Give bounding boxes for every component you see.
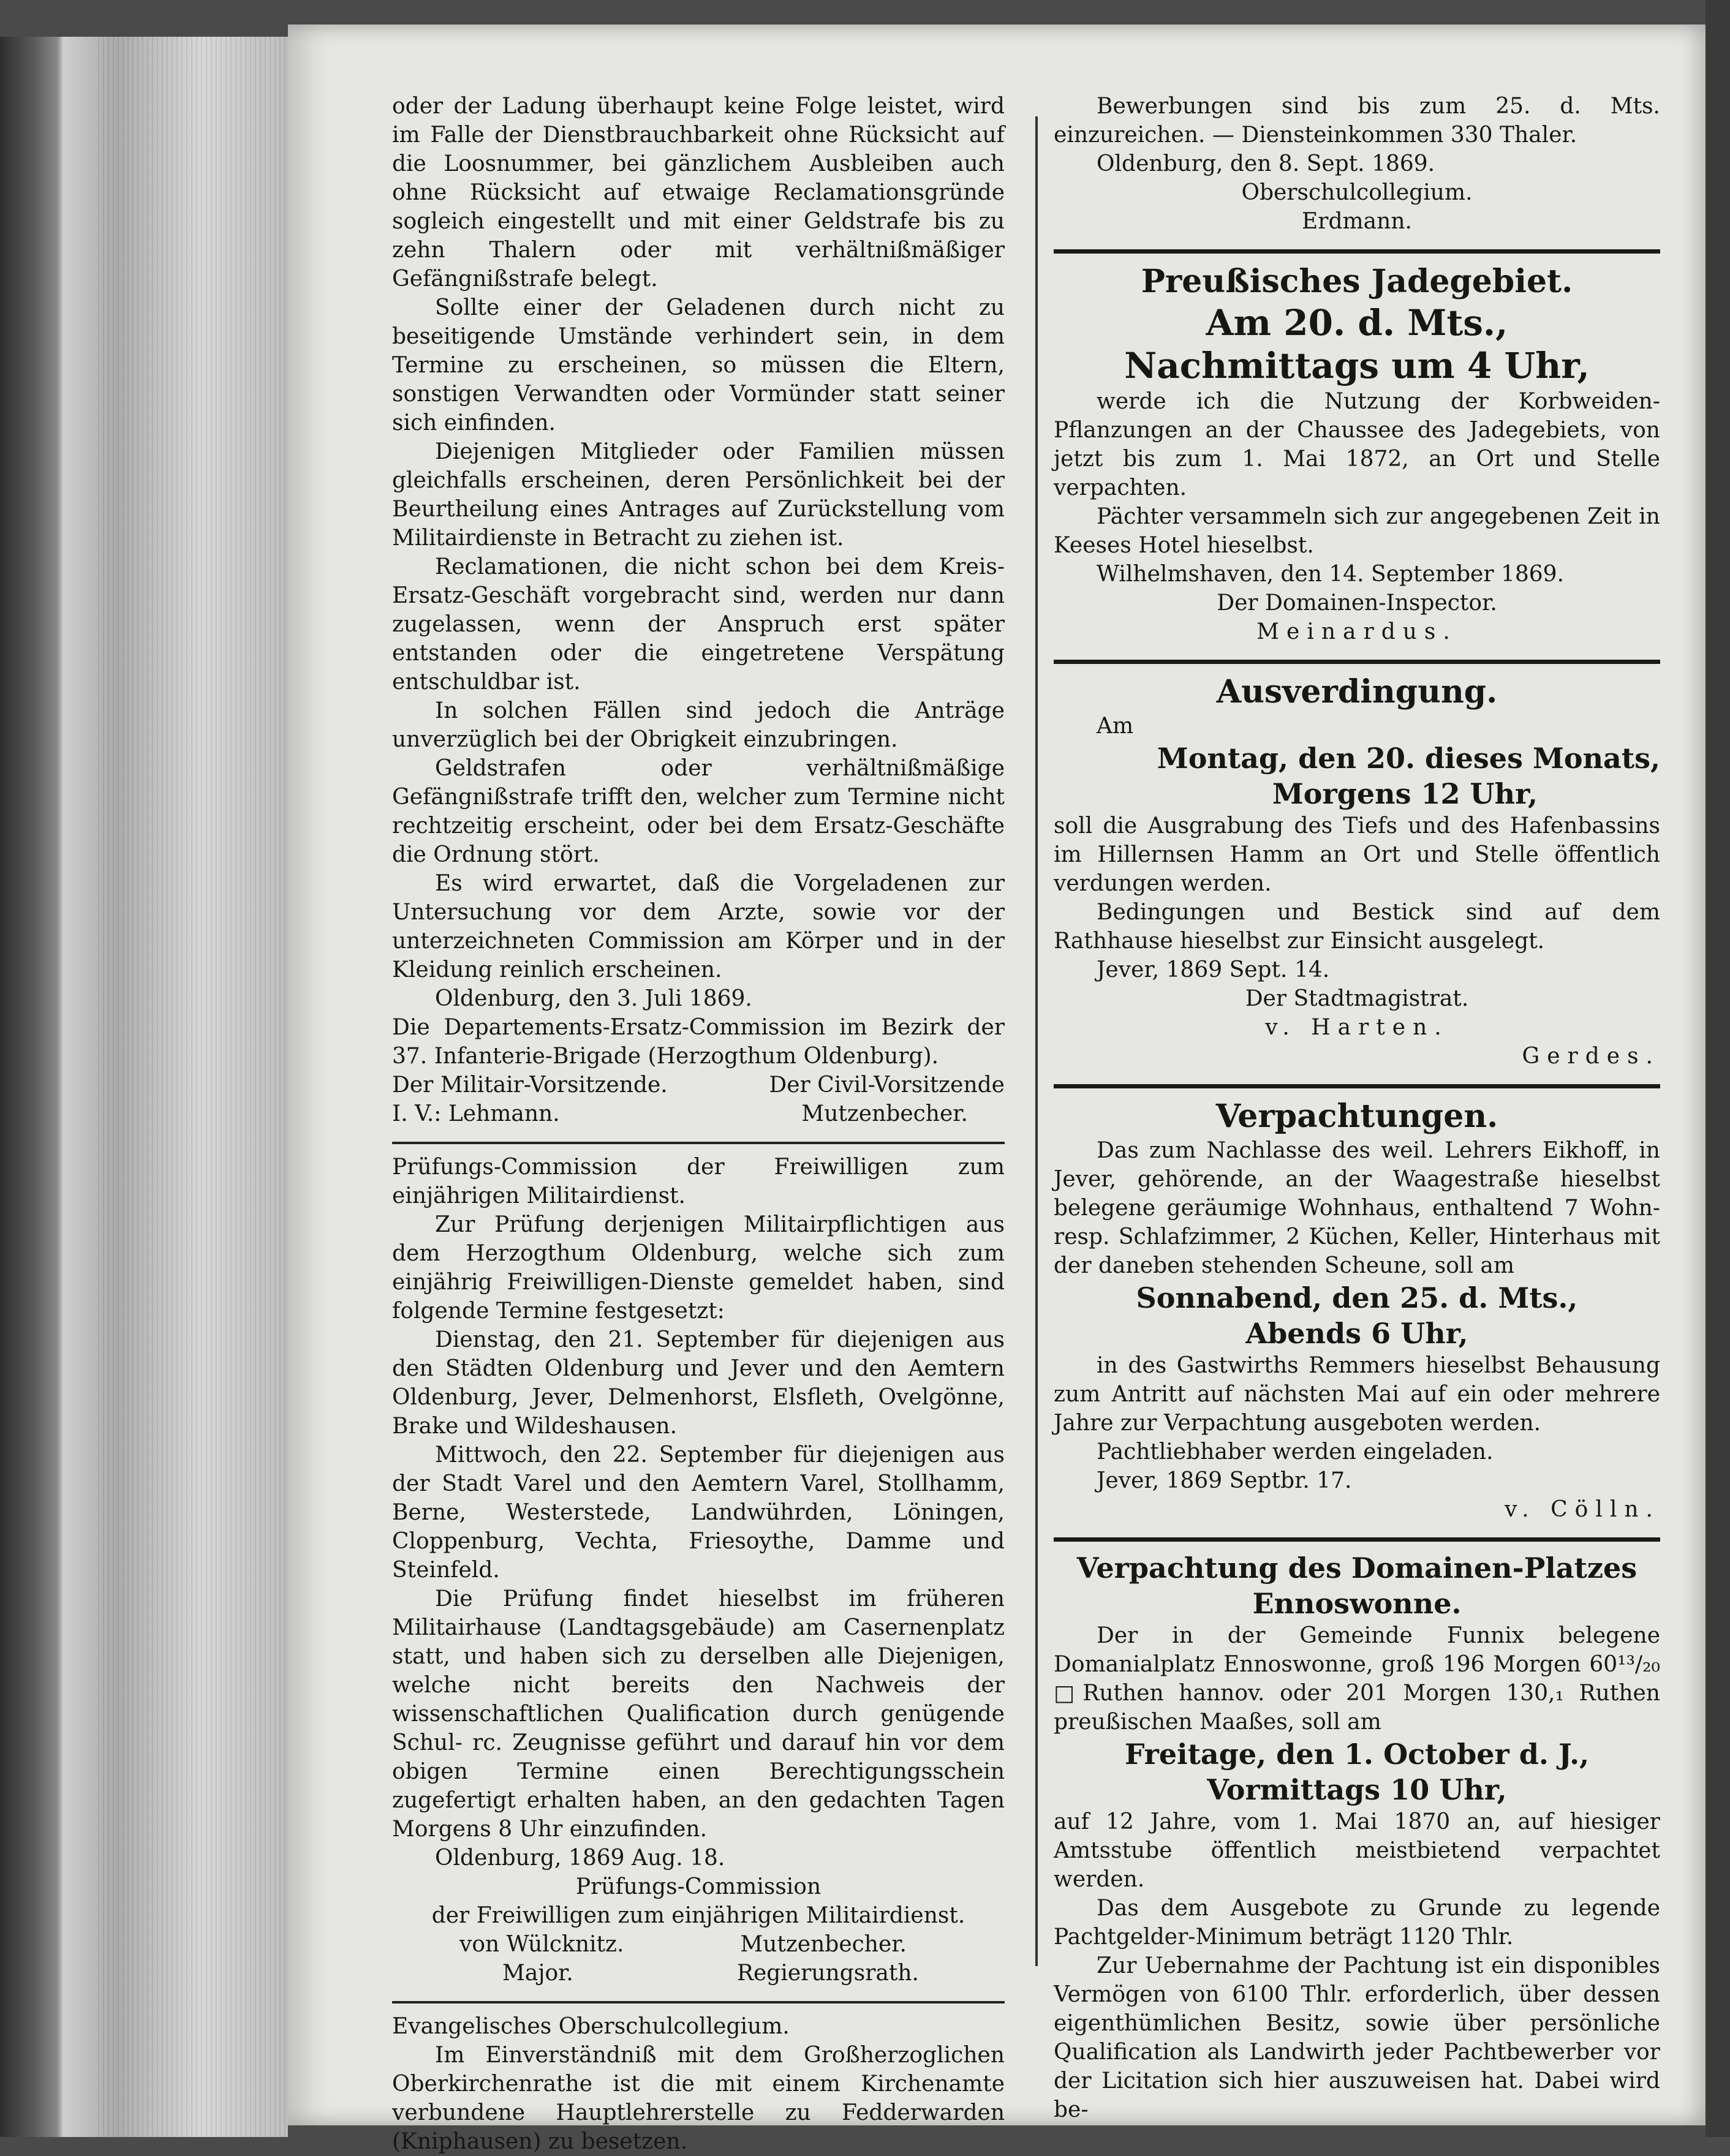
- date-line: Oldenburg, den 8. Sept. 1869.: [1097, 151, 1435, 176]
- book-page-edges: [0, 37, 288, 2137]
- paragraph: Geldstrafen oder verhältnißmäßige Gefängnißstrafe trifft den, welcher zum Termine nicht rechtzeitig erscheint, oder bei dem Ersatz-Geschäfte die Ordnung stört.: [392, 756, 1005, 867]
- paragraph: Zur Prüfung derjenigen Militairpflichtigen aus dem Herzogthum Oldenburg, welche sich zum einjährig Freiwilligen-Dienste gemeldet haben, sind folgende Termine festgesetzt:: [392, 1212, 1005, 1324]
- date-line: Jever, 1869 Sept. 14.: [1097, 957, 1330, 982]
- ad-subline: Am: [1097, 714, 1134, 739]
- paragraph: Dienstag, den 21. September für diejenigen aus den Städten Oldenburg und Jever und den Aemtern Oldenburg, Jever, Delmenhorst, Elsfleth, Ovelgönne, Brake und Wildeshausen.: [392, 1327, 1005, 1439]
- section-rule: [392, 2001, 1005, 2003]
- date-line: Oldenburg, 1869 Aug. 18.: [435, 1845, 725, 1871]
- scan-border: [1705, 0, 1730, 2137]
- ad-headline: Preußisches Jadegebiet.: [1141, 263, 1573, 300]
- paragraph: Bedingungen und Bestick sind auf dem Rathhause hieselbst zur Einsicht ausgelegt.: [1054, 900, 1660, 954]
- signature-line: v. Harten.: [1265, 1015, 1449, 1040]
- ad-headline: Verpachtungen.: [1215, 1098, 1498, 1135]
- ad-headline: Montag, den 20. dieses Monats,: [1157, 742, 1660, 775]
- paragraph: Das zum Nachlasse des weil. Lehrers Eikhoff, in Jever, gehörende, an der Waagestraße hieselbst belegene geräumige Wohnhaus, enthaltend 7 Wohn- resp. Schlafzimmer, 2 Küchen, Keller, Hinterhaus mit der daneben stehenden Scheune, soll am: [1054, 1138, 1660, 1278]
- paragraph: werde ich die Nutzung der Korbweiden-Pflanzungen an der Chaussee des Jadegebiets, von jetzt bis zum 1. Mai 1872, an Ort und Stelle verpachten.: [1054, 389, 1660, 500]
- signature-row: [392, 1959, 1005, 1988]
- signature-line: Der Domainen-Inspector.: [1217, 590, 1497, 616]
- signature-line: Erdmann.: [1302, 209, 1412, 234]
- signature-right: Mutzenbecher.: [740, 1932, 907, 1957]
- section-rule: [1054, 1084, 1660, 1088]
- ad-headline: Sonnabend, den 25. d. Mts.,: [1136, 1281, 1578, 1314]
- paragraph: Bewerbungen sind bis zum 25. d. Mts. einzureichen. — Diensteinkommen 330 Thaler.: [1054, 94, 1660, 148]
- paragraph: Die Prüfung findet hieselbst im früheren Militairhause (Landtagsgebäude) am Casernenplatz statt, und haben sich zu derselben alle Diejenigen, welche nicht bereits den Nachweis der wissenschaftlichen Qualification durch genügende Schul- rc. Zeugnisse geführt und darauf hin vor dem obigen Termine einen Berechtigungsschein zugefertigt erhalten haben, an den gedachten Tagen Morgens 8 Uhr einzufinden.: [392, 1586, 1005, 1842]
- date-line: Oldenburg, den 3. Juli 1869.: [435, 986, 752, 1011]
- paragraph: In solchen Fällen sind jedoch die Anträge unverzüglich bei der Obrigkeit einzubringen.: [392, 698, 1005, 752]
- paragraph: Diejenigen Mitglieder oder Familien müssen gleichfalls erscheinen, deren Persönlichkeit bei der Beurtheilung eines Antrages auf Zurückstellung vom Militairdienste in Betracht zu ziehen ist.: [392, 439, 1005, 551]
- paragraph: Reclamationen, die nicht schon bei dem Kreis-Ersatz-Geschäft vorgebracht sind, werden nur dann zugelassen, wenn der Anspruch erst später entstanden oder die eingetretene Verspätung entschuldbar ist.: [392, 554, 1005, 695]
- section-rule: [1054, 249, 1660, 254]
- paragraph: Sollte einer der Geladenen durch nicht zu beseitigende Umstände verhindert sein, in dem Termine zu erscheinen, so müssen die Eltern, sonstigen Verwandten oder Vormünder statt seiner sich einfinden.: [392, 295, 1005, 435]
- paragraph: auf 12 Jahre, vom 1. Mai 1870 an, auf hiesiger Amtsstube öffentlich meistbietend verpachtet werden.: [1054, 1809, 1660, 1892]
- paragraph: Das dem Ausgebote zu Grunde zu legende Pachtgelder-Minimum beträgt 1120 Thlr.: [1054, 1896, 1660, 1950]
- signature-line: Prüfungs-Commission: [575, 1874, 822, 1899]
- paragraph: Der in der Gemeinde Funnix belegene Domanialplatz Ennoswonne, groß 196 Morgen 60¹³/₂₀ □Ruthen hannov. oder 201 Morgen 130,₁ Ruthen preußischen Maaßes, soll am: [1054, 1623, 1660, 1735]
- signature-line: v. Cölln.: [1505, 1497, 1660, 1522]
- paragraph: Pächter versammeln sich zur angegebenen Zeit in Keeses Hotel hieselbst.: [1054, 504, 1660, 558]
- ad-headline: Am 20. d. Mts.,: [1206, 302, 1508, 344]
- ad-headline: Vormittags 10 Uhr,: [1207, 1773, 1507, 1806]
- notice-heading: Evangelisches Oberschulcollegium.: [392, 2014, 790, 2039]
- signature-left: Der Militair-Vorsitzende.: [392, 1072, 668, 1098]
- paragraph: soll die Ausgrabung des Tiefs und des Hafenbassins im Hillernsen Hamm an Ort und Stelle öffentlich verdungen werden.: [1054, 813, 1660, 896]
- signature-line: Der Stadtmagistrat.: [1245, 986, 1469, 1011]
- signature-line: Gerdes.: [1522, 1044, 1660, 1069]
- paragraph: Im Einverständniß mit dem Großherzoglichen Oberkirchenrathe ist die mit einem Kirchenamte verbundene Hauptlehrerstelle zu Fedderwarden (Kniphausen) zu besetzen.: [392, 2043, 1005, 2154]
- signature-right: Mutzenbecher.: [801, 1101, 968, 1126]
- ad-headline: Ausverdingung.: [1216, 673, 1498, 710]
- date-line: Wilhelmshaven, den 14. September 1869.: [1097, 562, 1565, 587]
- signature-line: Oberschulcollegium.: [1241, 180, 1473, 205]
- signature-right: Regierungsrath.: [736, 1961, 919, 1986]
- paragraph: Mittwoch, den 22. September für diejenigen aus der Stadt Varel und den Aemtern Varel, Stollhamm, Berne, Westerstede, Landwührden, Löningen, Cloppenburg, Vechta, Friesoythe, Damme und Steinfeld.: [392, 1442, 1005, 1583]
- paragraph: Zur Uebernahme der Pachtung ist ein disponibles Vermögen von 6100 Thlr. erforderlich, über dessen eigenthümlichen Besitz, sowie über persönliche Qualification als Landwirth jeder Pachtbewerber vor der Licitation sich hier auszuweisen hat. Dabei wird be-: [1054, 1953, 1660, 2122]
- ad-headline: Abends 6 Uhr,: [1245, 1317, 1468, 1350]
- section-rule: [1054, 1537, 1660, 1542]
- ad-headline: Freitage, den 1. October d. J.,: [1124, 1738, 1590, 1771]
- signature-row: [392, 1071, 1005, 1099]
- column-divider: [1035, 116, 1038, 1966]
- section-rule: [1054, 660, 1660, 664]
- notice-heading: Prüfungs-Commission der Freiwilligen zum einjährigen Militairdienst.: [392, 1155, 1005, 1208]
- section-rule: [392, 1142, 1005, 1144]
- left-column: [392, 92, 1005, 2156]
- signature-row: [392, 1930, 1005, 1959]
- signature-line: der Freiwilligen zum einjährigen Militairdienst.: [431, 1903, 965, 1928]
- paragraph: oder der Ladung überhaupt keine Folge leistet, wird im Falle der Dienstbrauchbarkeit ohne Rücksicht auf die Loosnummer, bei gänzlichem Ausbleiben auch ohne Rücksicht auf etwaige Reclamationsgründe sogleich eingestellt und mit einer Geldstrafe bis zu zehn Thalern oder mit verhältnißmäßiger Gefängnißstrafe belegt.: [392, 94, 1005, 292]
- paragraph: in des Gastwirths Remmers hieselbst Behausung zum Antritt auf nächsten Mai auf ein oder mehrere Jahre zur Verpachtung ausgeboten werden.: [1054, 1353, 1660, 1436]
- signature-block: Die Departements-Ersatz-Commission im Bezirk der 37. Infanterie-Brigade (Herzogthum Oldenburg).: [392, 1015, 1005, 1069]
- ad-headline: Verpachtung des Domainen-Platzes Ennoswonne.: [1076, 1551, 1637, 1620]
- signature-left: Major.: [502, 1961, 573, 1986]
- right-column: [1054, 92, 1660, 2124]
- signature-right: Der Civil-Vorsitzende: [769, 1072, 1005, 1098]
- ad-headline: Morgens 12 Uhr,: [1272, 777, 1538, 810]
- signature-line: Meinardus.: [1256, 619, 1457, 644]
- paragraph: Es wird erwartet, daß die Vorgeladenen zur Untersuchung vor dem Arzte, sowie vor der unterzeichneten Commission am Körper und in der Kleidung reinlich erscheinen.: [392, 871, 1005, 982]
- paragraph: Pachtliebhaber werden eingeladen.: [1097, 1439, 1494, 1464]
- signature-row: [392, 1099, 1005, 1128]
- signature-left: I. V.: Lehmann.: [392, 1101, 560, 1126]
- signature-left: von Wülcknitz.: [459, 1932, 624, 1957]
- ad-headline: Nachmittags um 4 Uhr,: [1124, 345, 1590, 386]
- date-line: Jever, 1869 Septbr. 17.: [1097, 1468, 1352, 1493]
